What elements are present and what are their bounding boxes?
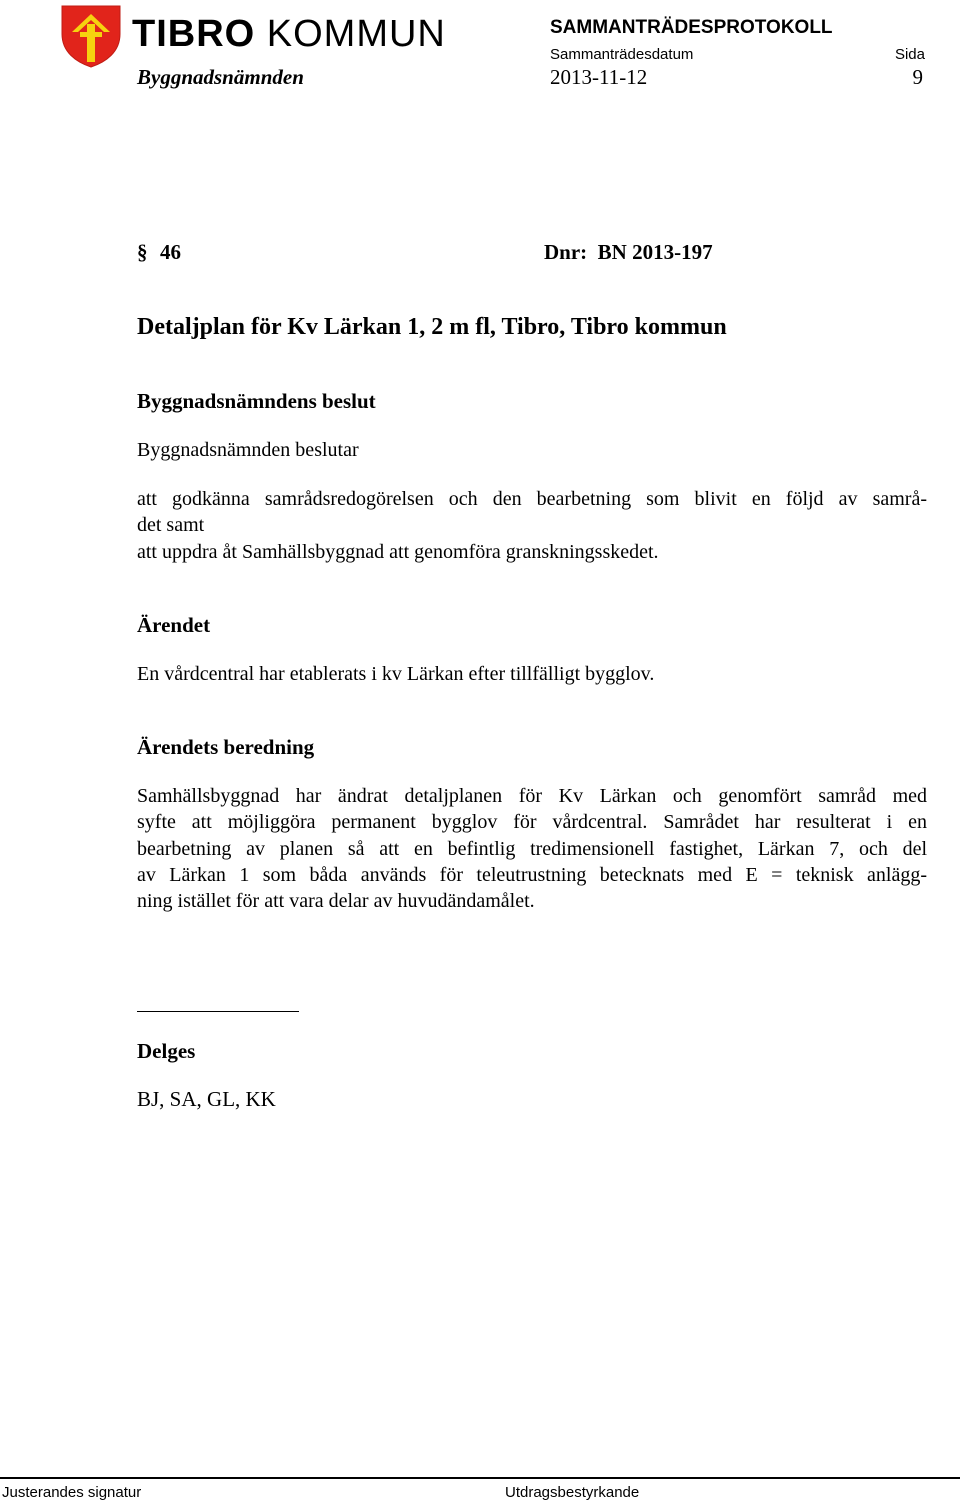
decision-line: att godkänna samrådsredogörelsen och den bearbetning som blivit en följd av samrå- [137, 488, 927, 510]
page-number: 9 [912, 65, 923, 89]
page-label: Sida [894, 46, 925, 63]
preparation-line: av Lärkan 1 som båda används för teleutrustning betecknats med E = teknisk anlägg- [137, 863, 927, 886]
distribution-heading: Delges [137, 1039, 196, 1063]
distribution-recipients: BJ, SA, GL, KK [137, 1087, 276, 1111]
diary-number: Dnr: BN 2013-197 [544, 240, 713, 264]
tibro-coat-of-arms-icon [60, 4, 122, 68]
extract-certification-label: Utdragsbestyrkande [505, 1484, 640, 1501]
decision-text [137, 486, 927, 565]
paragraph-number: 46 [160, 240, 181, 264]
meeting-date-label: Sammanträdesdatum [550, 46, 694, 63]
decision-heading: Byggnadsnämndens beslut [137, 389, 376, 413]
board-name: Byggnadsnämnden [137, 65, 304, 89]
meeting-date: 2013-11-12 [550, 65, 648, 89]
document-type-title: SAMMANTRÄDESPROTOKOLL [550, 17, 833, 38]
preparation-line: Samhällsbyggnad har ändrat detaljplanen för Kv Lärkan och genomfört samråd med [137, 785, 927, 807]
preparation-line: ning istället för att vara delar av huvudändamålet. [137, 890, 535, 913]
matter-heading: Ärendet [137, 613, 211, 637]
signature-label: Justerandes signatur [2, 1484, 142, 1501]
preparation-line: syfte att möjliggöra permanent bygglov för vårdcentral. Samrådet har resulterat i en [137, 811, 927, 834]
footer-divider [0, 1477, 960, 1479]
separator-line [137, 1011, 299, 1012]
preparation-text [137, 783, 927, 914]
decision-line: att uppdra åt Samhällsbyggnad att genomföra granskningsskedet. [137, 540, 659, 563]
paragraph-sign: § [137, 240, 148, 264]
municipality-logo-wordmark: TIBRO KOMMUN [132, 13, 446, 55]
decision-line: det samt [137, 514, 205, 537]
case-title: Detaljplan för Kv Lärkan 1, 2 m fl, Tibro, Tibro kommun [137, 314, 727, 340]
preparation-heading: Ärendets beredning [137, 735, 315, 759]
decision-intro: Byggnadsnämnden beslutar [137, 439, 359, 461]
preparation-line: bearbetning av planen så att en befintlig tredimensionell fastighet, Lärkan 7, och del [137, 837, 927, 860]
matter-text: En vårdcentral har etablerats i kv Lärkan efter tillfälligt bygglov. [137, 663, 655, 685]
